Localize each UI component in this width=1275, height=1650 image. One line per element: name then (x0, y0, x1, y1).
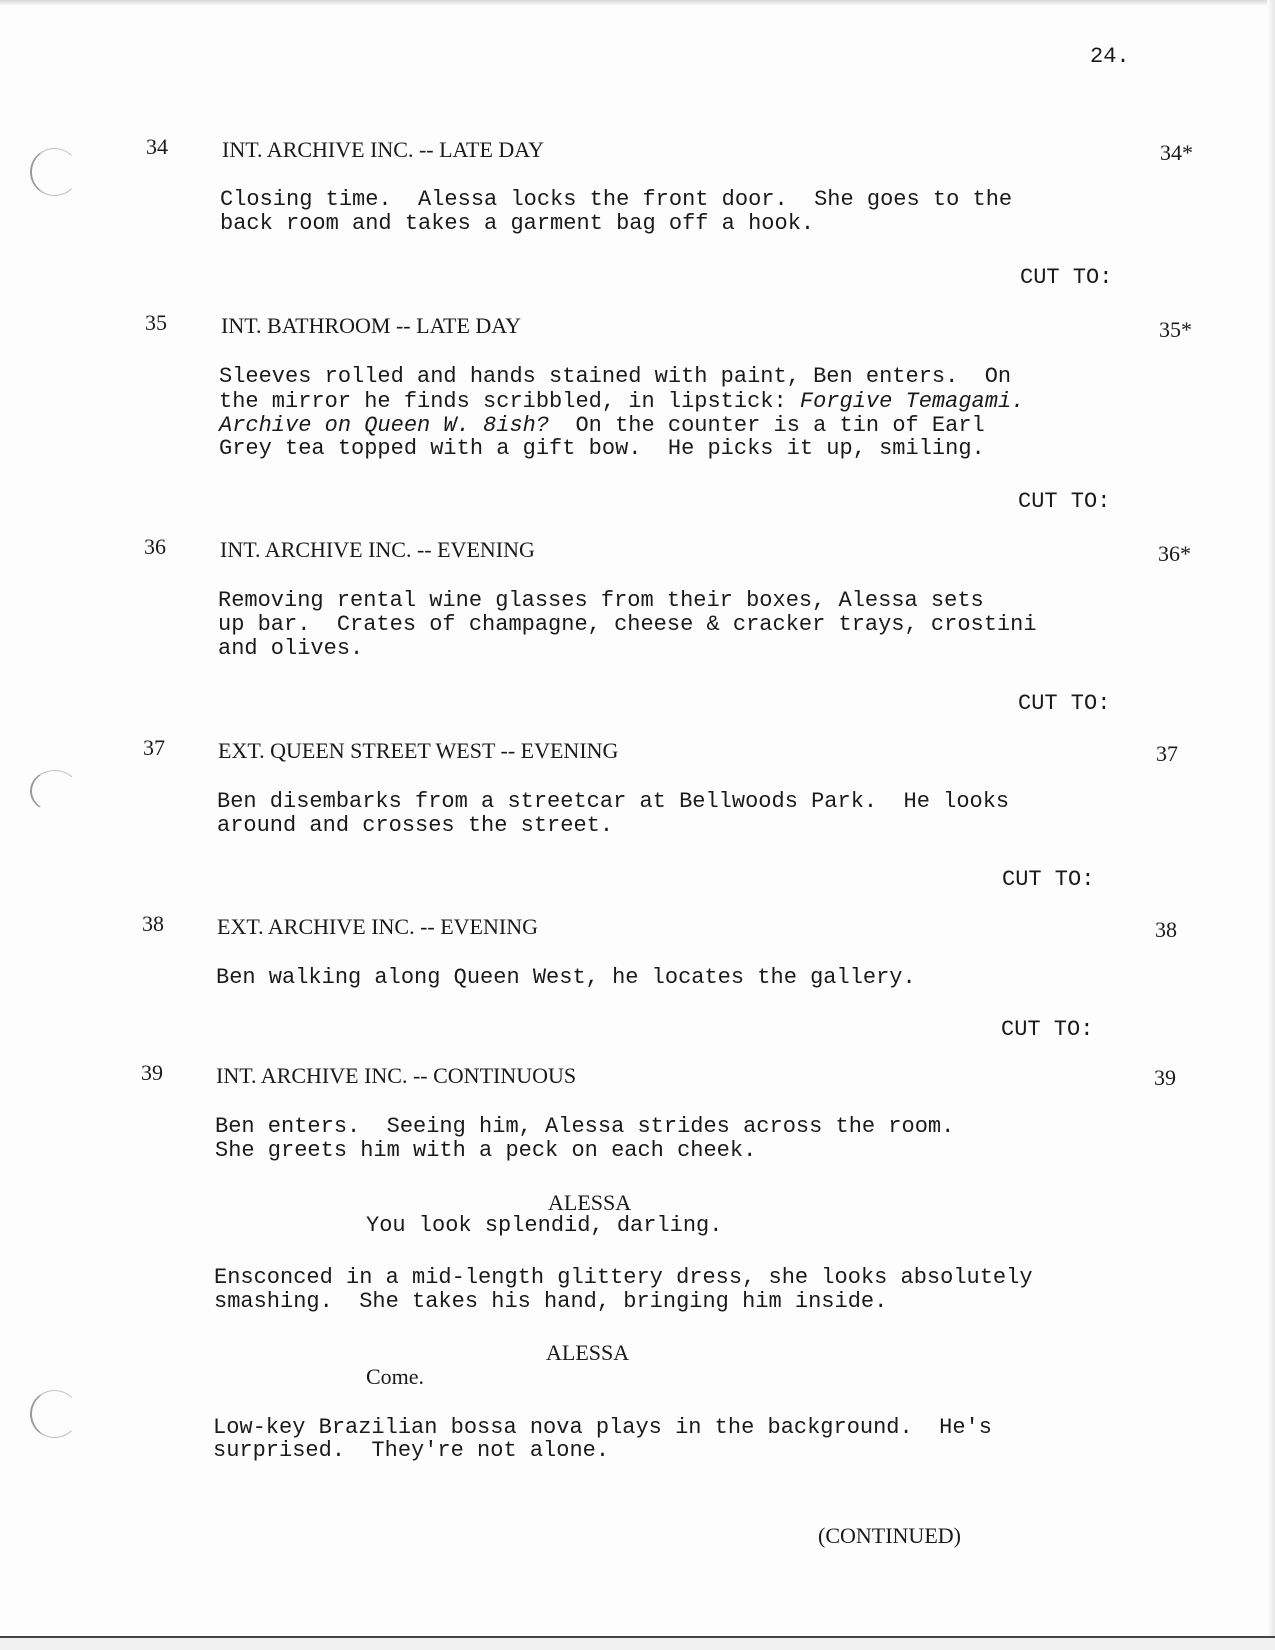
character-name: ALESSA (546, 1340, 630, 1365)
scene-number: 34 (146, 134, 168, 159)
action-line: up bar. Crates of champagne, cheese & cracker trays, crostini (218, 612, 1037, 637)
scene-heading: INT. ARCHIVE INC. -- CONTINUOUS (216, 1063, 577, 1088)
scene-number-right: 37 (1156, 741, 1178, 766)
page-top-edge (0, 0, 1275, 6)
action-line: smashing. She takes his hand, bringing him inside. (214, 1289, 888, 1314)
action-line: Low-key Brazilian bossa nova plays in the background. He's (213, 1415, 992, 1440)
action-line: Ben enters. Seeing him, Alessa strides across the room. (215, 1114, 955, 1139)
scene-number: 37 (143, 735, 165, 760)
action-line: Closing time. Alessa locks the front door. She goes to the (220, 187, 1013, 212)
scene-number: 39 (141, 1060, 163, 1085)
action-line: back room and takes a garment bag off a hook. (220, 211, 815, 236)
page-bottom-strip (0, 1638, 1275, 1650)
scene-number-right: 38 (1155, 917, 1177, 942)
scene-number-right: 36* (1158, 541, 1191, 566)
action-line: surprised. They're not alone. (213, 1438, 610, 1463)
action-line: Ensconced in a mid-length glittery dress, she looks absolutely (214, 1265, 1033, 1290)
character-name: ALESSA (548, 1190, 632, 1215)
action-text: the mirror he finds scribbled, in lipstick: (219, 389, 800, 414)
action-line: Sleeves rolled and hands stained with paint, Ben enters. On (219, 364, 1012, 389)
lipstick-message: Forgive Temagami. (799, 389, 1025, 414)
transition: CUT TO: (1018, 691, 1111, 716)
action-line: Ben walking along Queen West, he locates the gallery. (216, 965, 916, 990)
action-line (219, 414, 985, 438)
continued-label: (CONTINUED) (818, 1523, 961, 1548)
transition: CUT TO: (1002, 867, 1095, 892)
page-right-edge (1267, 0, 1275, 1650)
action-line: Grey tea topped with a gift bow. He picks it up, smiling. (219, 436, 985, 461)
scene-heading: INT. ARCHIVE INC. -- LATE DAY (222, 137, 545, 162)
scene-number-right: 39 (1154, 1065, 1176, 1090)
scene-number-right: 34* (1160, 140, 1193, 165)
scene-heading: EXT. ARCHIVE INC. -- EVENING (217, 914, 538, 939)
binder-hole-icon (30, 770, 79, 812)
transition: CUT TO: (1020, 265, 1113, 290)
lipstick-message: Archive on Queen W. 8ish? (219, 413, 550, 438)
dialogue-line: You look splendid, darling. (366, 1213, 723, 1238)
scene-number: 35 (145, 310, 167, 335)
page-number: 24. (1090, 44, 1130, 69)
transition: CUT TO: (1018, 489, 1111, 514)
scene-heading: EXT. QUEEN STREET WEST -- EVENING (218, 738, 619, 763)
dialogue-line: Come. (366, 1364, 425, 1389)
scene-heading: INT. ARCHIVE INC. -- EVENING (220, 537, 535, 562)
action-line: Ben disembarks from a streetcar at Bellwoods Park. He looks (217, 789, 1010, 814)
binder-hole-icon (30, 148, 79, 196)
binder-hole-icon (30, 1390, 79, 1438)
action-line: She greets him with a peck on each cheek. (215, 1138, 757, 1163)
transition: CUT TO: (1001, 1017, 1094, 1042)
scene-number: 36 (144, 534, 166, 559)
action-line: and olives. (218, 636, 364, 661)
action-line: around and crosses the street. (217, 813, 614, 838)
action-text: On the counter is a tin of Earl (549, 413, 985, 438)
scene-number-right: 35* (1159, 317, 1192, 342)
scene-number: 38 (142, 911, 164, 936)
action-line: Removing rental wine glasses from their boxes, Alessa sets (218, 588, 984, 613)
scene-heading: INT. BATHROOM -- LATE DAY (221, 313, 522, 338)
action-line (219, 390, 1024, 414)
